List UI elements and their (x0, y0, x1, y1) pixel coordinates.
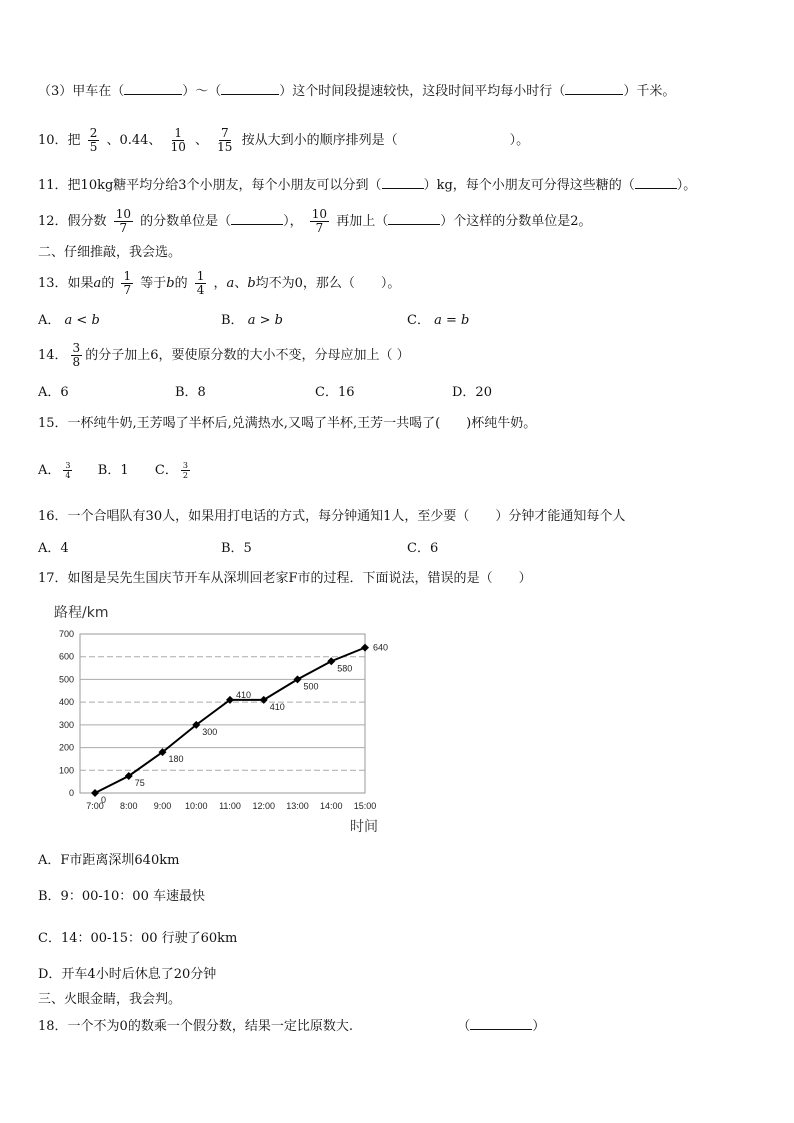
q14-line: 14． $\frac{3}{8}$ 的分子加上6，要使原分数的大小不变，分母应加上（ ） (38, 341, 410, 369)
x-tick-label: 15:00 (353, 801, 377, 811)
y-tick-label: 0 (68, 788, 74, 798)
answer-blank[interactable] (221, 82, 279, 95)
section-3-title: 三、火眼金睛，我会判。 (38, 992, 182, 1007)
data-point (327, 657, 335, 665)
x-tick-label: 7:00 (86, 801, 104, 811)
fraction-2-5: $\frac{2}{5}$ (89, 126, 98, 154)
q18-line: 18．一个不为0的数乘一个假分数，结果一定比原数大. （ ） (38, 1019, 546, 1034)
plot-frame (80, 634, 365, 793)
data-label: 300 (202, 726, 218, 737)
q17-line: 17．如图是吴先生国庆节开车从深圳回老家F市的过程．下面说法，错误的是（ ） (38, 571, 532, 586)
data-point (361, 644, 369, 652)
answer-blank[interactable] (470, 1017, 532, 1030)
fraction-1-4: $\frac{1}{4}$ (196, 269, 205, 297)
x-tick-label: 10:00 (184, 801, 208, 811)
q11-line: 11．把10kg糖平均分给3个小朋友，每个小朋友可以分到（ ）kg，每个小朋友可分得这些糖的（ ）。 (38, 178, 697, 193)
answer-blank[interactable] (565, 82, 623, 95)
fraction-3-8: $\frac{3}{8}$ (72, 341, 81, 369)
data-point (91, 789, 99, 797)
x-axis-label: 时间 (350, 819, 378, 835)
fraction-10-7: $\frac{10}{7}$ (115, 207, 131, 235)
x-tick-label: 13:00 (286, 801, 309, 811)
q15-option-b[interactable]: B．1 (97, 463, 129, 478)
data-label: 180 (168, 754, 184, 765)
data-label: 500 (303, 681, 319, 692)
data-label: 410 (236, 689, 252, 700)
data-label: 75 (134, 777, 145, 788)
answer-blank[interactable] (124, 82, 182, 95)
y-tick-label: 200 (58, 742, 74, 753)
y-tick-label: 400 (58, 697, 74, 708)
q15-options (38, 456, 193, 486)
q15-line: 15．一杯纯牛奶,王芳喝了半杯后,兑满热水,又喝了半杯,王芳一共喝了( )杯纯牛奶。 (38, 416, 537, 431)
q16-option-c[interactable]: C．6 (407, 541, 439, 556)
q14-option-c[interactable]: C．16 (315, 385, 355, 400)
q14-option-d[interactable]: D．20 (452, 385, 492, 400)
y-axis-label: 路程/km (54, 605, 109, 621)
q14-option-a[interactable]: A．6 (38, 385, 69, 400)
q13-option-a[interactable]: A． a < b (38, 313, 100, 328)
x-tick-label: 9:00 (153, 801, 172, 811)
y-tick-label: 500 (58, 674, 74, 685)
chart-svg (40, 598, 400, 838)
data-label: 0 (101, 795, 107, 805)
answer-blank[interactable] (231, 212, 283, 225)
x-tick-label: 12:00 (252, 801, 276, 811)
answer-blank[interactable] (388, 212, 440, 225)
q12-line: 12．假分数 $\frac{10}{7}$ 的分数单位是（ ）， $\frac{10}{7}$ 再加上（ ）个这样的分数单位是2。 (38, 207, 592, 235)
fraction-10-7: $\frac{10}{7}$ (311, 207, 328, 235)
q17-option-d[interactable]: D．开车4小时后休息了20分钟 (38, 967, 217, 982)
answer-blank[interactable] (382, 176, 424, 189)
q14-option-b[interactable]: B．8 (175, 385, 206, 400)
q15-option-a[interactable]: A． $\frac{3}{4}$ (38, 461, 71, 480)
q16-option-b[interactable]: B．5 (221, 541, 252, 556)
q15-option-c[interactable]: C． $\frac{3}{2}$ (154, 461, 188, 480)
q17-option-a[interactable]: A．F市距离深圳640km (38, 853, 180, 868)
fraction-1-10: $\frac{1}{10}$ (170, 126, 186, 154)
data-label: 410 (269, 701, 285, 712)
y-tick-label: 600 (58, 651, 74, 662)
series-line (95, 648, 365, 793)
y-tick-label: 700 (58, 629, 74, 639)
q13-option-c[interactable]: C． a = b (407, 313, 470, 328)
y-tick-label: 300 (58, 719, 74, 730)
q10-line: 10．把 $\frac{2}{5}$ 、0.44、 $\frac{1}{10}$ 、 $\frac{7}{15}$ 按从大到小的顺序排列是（ ）。 (38, 126, 530, 154)
q17-option-b[interactable]: B．9：00-10：00 车速最快 (38, 889, 205, 904)
q16-option-a[interactable]: A．4 (38, 541, 69, 556)
y-tick-label: 100 (58, 765, 74, 776)
q17-option-c[interactable]: C．14：00-15：00 行驶了60km (38, 931, 238, 946)
fraction-7-15: $\frac{7}{15}$ (217, 126, 233, 154)
distance-time-chart (40, 598, 400, 838)
fraction-1-7: $\frac{1}{7}$ (123, 269, 132, 297)
data-label: 640 (373, 642, 389, 653)
section-2-title: 二、仔细推敲，我会选。 (38, 245, 182, 260)
data-label: 580 (337, 663, 353, 674)
x-tick-label: 11:00 (219, 801, 241, 811)
q13-option-b[interactable]: B． a > b (221, 313, 283, 328)
x-tick-label: 8:00 (119, 801, 138, 811)
q16-line: 16．一个合唱队有30人，如果用打电话的方式，每分钟通知1人，至少要（ ）分钟才能通知每个人 (38, 509, 626, 524)
q9-3-line: （3）甲车在（ ）～（ ）这个时间段提速较快，这段时间平均每小时行（ ）千米。 (38, 84, 676, 99)
answer-blank[interactable] (635, 176, 677, 189)
q13-line: 13．如果a的 $\frac{1}{7}$ 等于b的 $\frac{1}{4}$ ，a、b均不为0，那么（ ）。 (38, 269, 401, 297)
x-tick-label: 14:00 (319, 801, 343, 811)
